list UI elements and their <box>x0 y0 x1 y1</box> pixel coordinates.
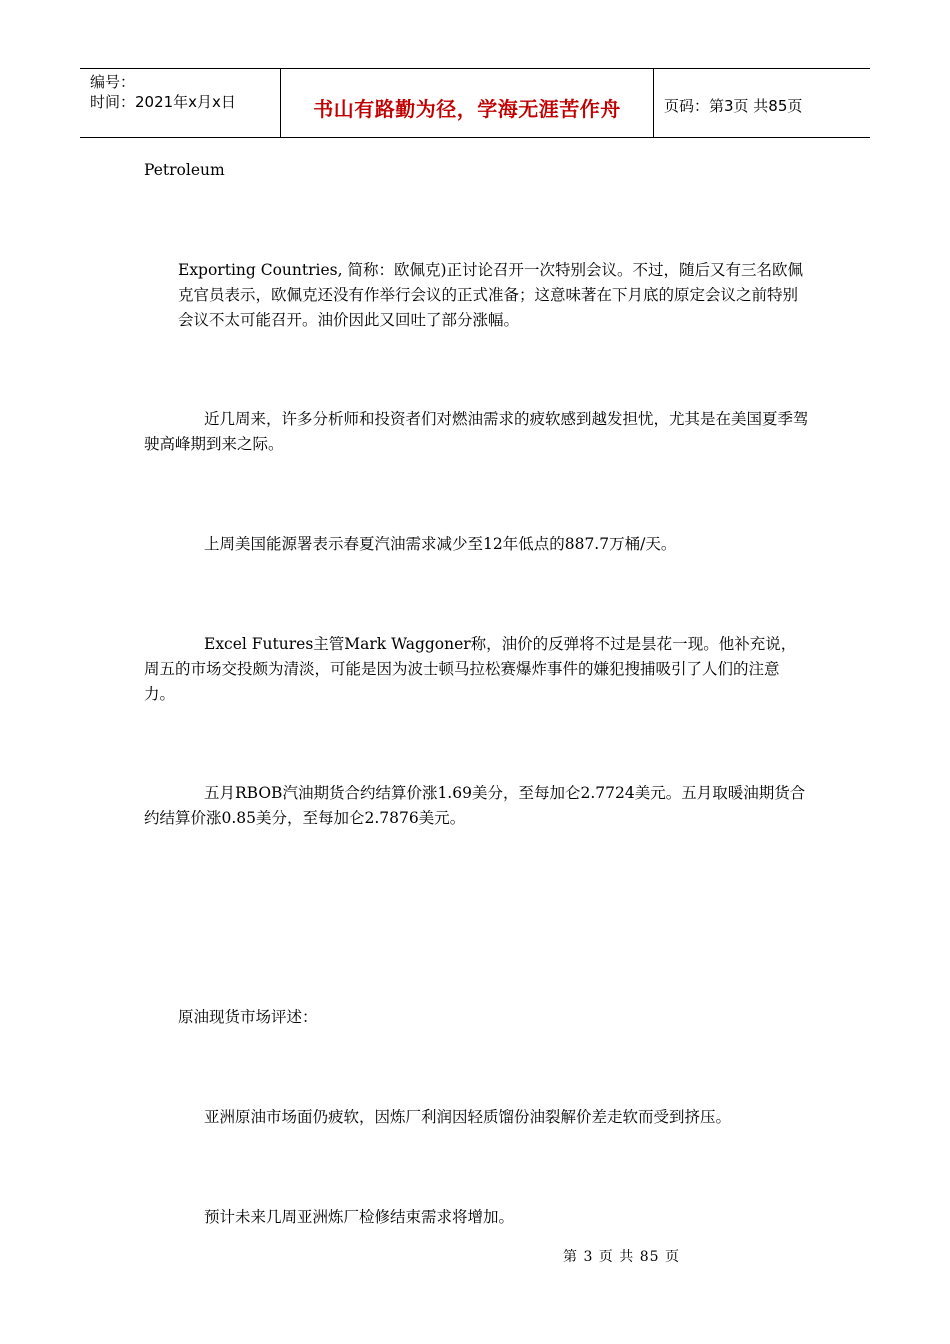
date-line: 时间：2021年x月x日 <box>90 93 236 111</box>
paragraph <box>144 158 809 183</box>
paragraph-text: 预计未来几周亚洲炼厂检修结束需求将增加。 <box>204 1208 515 1226</box>
paragraph-text: 上周美国能源署表示春夏汽油需求减少至12年低点的887.7万桶/天。 <box>204 535 677 553</box>
paragraph-text: 原油现货市场评述： <box>178 1008 318 1026</box>
paragraph <box>144 407 809 457</box>
paragraph-text: 五月RBOB汽油期货合约结算价涨1.69美分，至每加仑2.7724美元。五月取暖油期货合约结算价涨0.85美分，至每加仑2.7876美元。 <box>144 784 806 827</box>
paragraph <box>144 632 809 707</box>
header-page-info: 页码：第3页 共85页 <box>664 97 803 115</box>
document-header <box>80 68 870 138</box>
code-label: 编号： <box>90 73 136 91</box>
header-right-cell <box>654 69 870 137</box>
paragraph-text: Exporting Countries, 简称：欧佩克)正讨论召开一次特别会议。不过，随后又有三名欧佩克官员表示，欧佩克还没有作举行会议的正式准备；这意味著在下月底的原定会议之前特别会议不太可能召开。油价因此又回吐了部分涨幅。 <box>178 261 804 329</box>
paragraph <box>144 532 809 557</box>
section-heading <box>144 1005 809 1030</box>
header-motto: 书山有路勤为径，学海无涯苦作舟 <box>313 97 621 121</box>
paragraph-text: Excel Futures主管Mark Waggoner称，油价的反弹将不过是昙花一现。他补充说，周五的市场交投颇为清淡，可能是因为波士顿马拉松赛爆炸事件的嫌犯搜捕吸引了人们的注意力。 <box>144 635 797 703</box>
paragraph-text: 近几周来，许多分析师和投资者们对燃油需求的疲软感到越发担忧，尤其是在美国夏季驾驶高峰期到来之际。 <box>144 410 809 453</box>
page-footer: 第 3 页 共 85 页 <box>563 1249 680 1265</box>
header-middle-cell <box>281 69 654 137</box>
paragraph <box>144 1205 809 1230</box>
paragraph <box>144 1105 809 1130</box>
paragraph-text: 亚洲原油市场面仍疲软，因炼厂利润因轻质馏份油裂解价差走软而受到挤压。 <box>204 1108 732 1126</box>
paragraph-text: Petroleum <box>144 161 225 179</box>
paragraph <box>144 258 809 333</box>
header-left-cell <box>80 69 281 137</box>
paragraph <box>144 781 809 831</box>
